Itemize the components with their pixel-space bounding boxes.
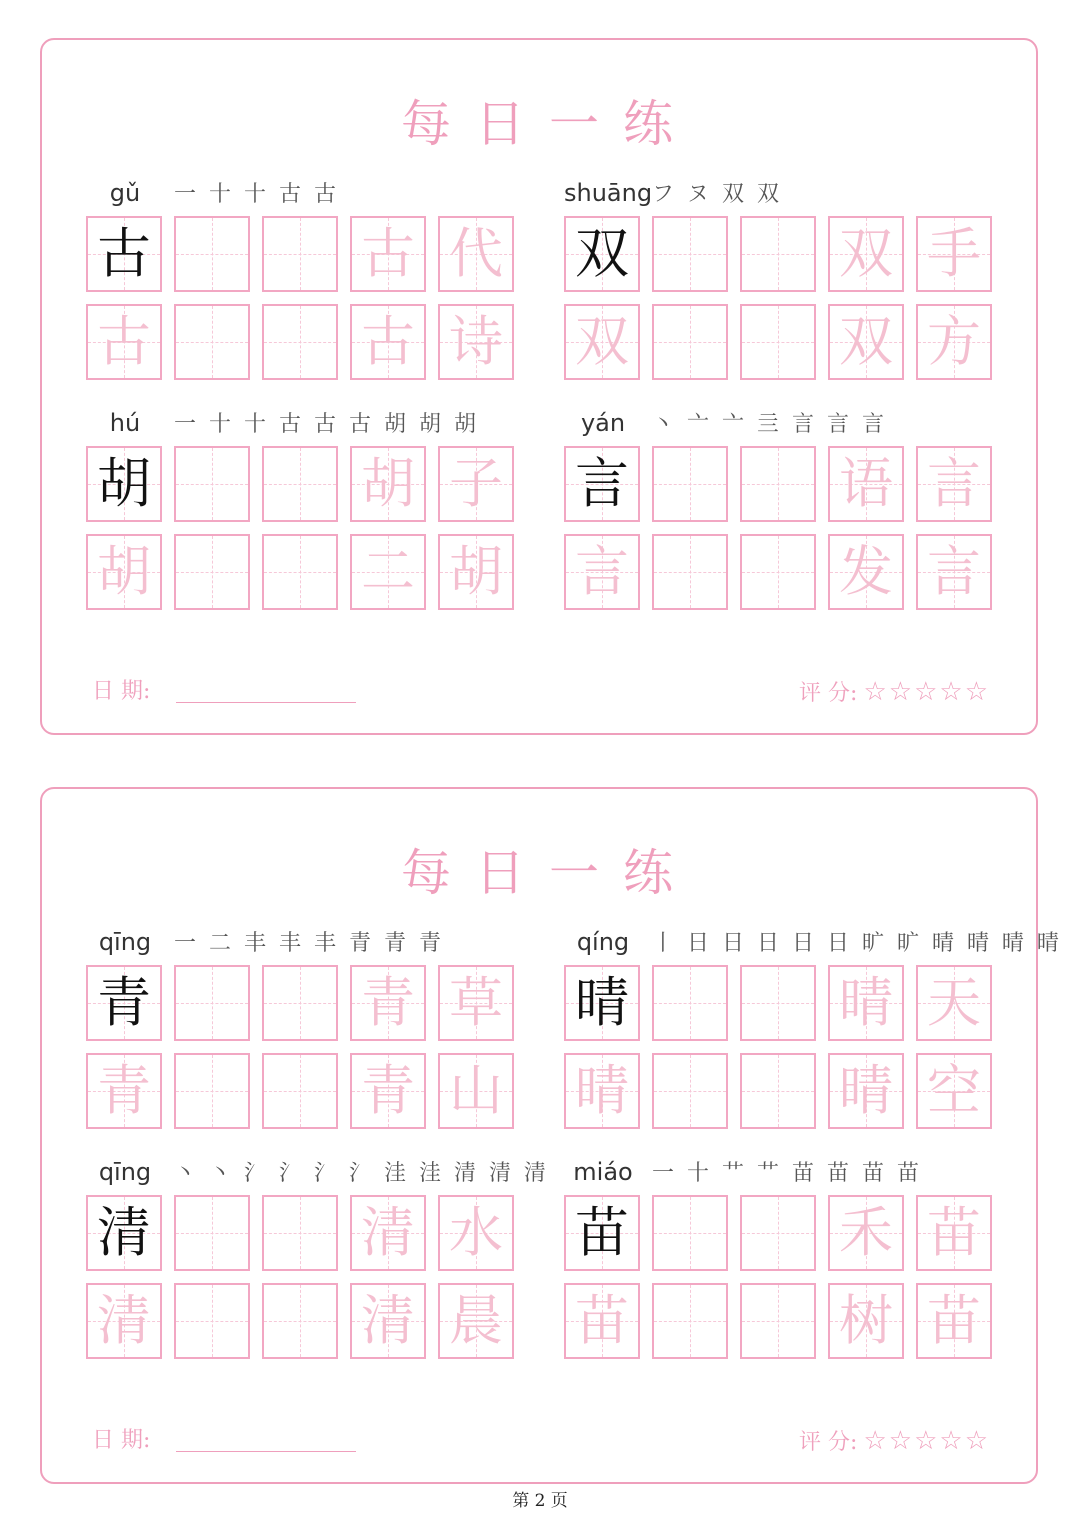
model-character: 古	[97, 222, 151, 285]
trace-character: 双	[839, 222, 893, 285]
tian-grid-cell[interactable]	[174, 1053, 250, 1129]
pinyin-label: qīng	[98, 928, 152, 956]
tian-grid-cell[interactable]	[438, 1283, 514, 1359]
trace-character: 青	[97, 1059, 151, 1122]
pinyin-label: yán	[580, 409, 626, 437]
tian-grid-cell[interactable]	[262, 1195, 338, 1271]
tian-grid-cell[interactable]	[828, 534, 904, 610]
tian-grid-cell[interactable]	[174, 446, 250, 522]
tian-grid-cell[interactable]	[828, 965, 904, 1041]
tian-grid-cell[interactable]	[828, 1195, 904, 1271]
tian-grid-cell[interactable]	[174, 534, 250, 610]
character-entry	[564, 925, 1062, 1135]
tian-grid-cell[interactable]	[350, 534, 426, 610]
tian-grid-cell[interactable]	[740, 534, 816, 610]
tian-grid-cell[interactable]	[828, 216, 904, 292]
practice-sheet-1	[40, 38, 1038, 735]
trace-character: 方	[927, 310, 981, 373]
tian-grid-cell[interactable]	[86, 304, 162, 380]
tian-grid-cell[interactable]	[262, 304, 338, 380]
trace-character: 言	[927, 452, 981, 515]
trace-character: 清	[97, 1289, 151, 1352]
tian-grid-cell[interactable]	[652, 216, 728, 292]
trace-character: 语	[839, 452, 893, 515]
tian-grid-cell[interactable]	[438, 446, 514, 522]
trace-character: 代	[449, 222, 503, 285]
trace-character: 发	[839, 540, 893, 603]
trace-character: 苗	[927, 1289, 981, 1352]
tian-grid-cell[interactable]	[916, 965, 992, 1041]
character-entry	[86, 925, 518, 1135]
trace-character: 双	[839, 310, 893, 373]
trace-character: 胡	[361, 452, 415, 515]
practice-sheet-2	[40, 787, 1062, 1484]
pinyin-label: miáo	[573, 1158, 633, 1186]
trace-character: 胡	[449, 540, 503, 603]
tian-grid-cell[interactable]	[564, 534, 640, 610]
trace-character: 青	[361, 971, 415, 1034]
tian-grid-cell[interactable]	[916, 304, 992, 380]
tian-grid-cell[interactable]	[564, 446, 640, 522]
tian-grid-cell[interactable]	[916, 534, 992, 610]
tian-grid-cell[interactable]	[438, 534, 514, 610]
tian-grid-cell[interactable]	[86, 1283, 162, 1359]
tian-grid-cell[interactable]	[828, 1283, 904, 1359]
trace-character: 古	[97, 310, 151, 373]
model-character: 双	[575, 222, 629, 285]
model-character: 胡	[97, 452, 151, 515]
trace-character: 子	[449, 452, 503, 515]
model-character: 言	[575, 452, 629, 515]
tian-grid-cell[interactable]	[174, 1195, 250, 1271]
tian-grid-cell[interactable]	[350, 216, 426, 292]
stroke-order: 丶 丶 氵 氵 氵 氵 洼 洼 清 清 清	[174, 1161, 549, 1186]
tian-grid-cell[interactable]	[740, 1053, 816, 1129]
date-label: 日 期:	[92, 679, 151, 704]
tian-grid-cell[interactable]	[652, 1283, 728, 1359]
trace-character: 山	[449, 1059, 503, 1122]
tian-grid-cell[interactable]	[828, 1053, 904, 1129]
tian-grid-cell[interactable]	[564, 1195, 640, 1271]
model-character: 晴	[575, 971, 629, 1034]
tian-grid-cell[interactable]	[564, 1053, 640, 1129]
tian-grid-cell[interactable]	[86, 534, 162, 610]
trace-character: 天	[927, 971, 981, 1034]
trace-character: 双	[575, 310, 629, 373]
trace-character: 言	[575, 540, 629, 603]
tian-grid-cell[interactable]	[652, 1195, 728, 1271]
tian-grid-cell[interactable]	[262, 1053, 338, 1129]
character-entry	[86, 406, 518, 616]
tian-grid-cell[interactable]	[86, 965, 162, 1041]
score-area	[799, 1425, 990, 1456]
trace-character: 晨	[449, 1289, 503, 1352]
trace-character: 二	[361, 540, 415, 603]
stroke-order: 丨 日 日 日 日 日 旷 旷 晴 晴 晴 晴	[652, 931, 1062, 956]
tian-grid-cell[interactable]	[350, 1195, 426, 1271]
trace-character: 苗	[575, 1289, 629, 1352]
character-entry	[564, 406, 996, 616]
trace-character: 古	[361, 310, 415, 373]
tian-grid-cell[interactable]	[652, 446, 728, 522]
stroke-order: フ ヌ 双 双	[652, 182, 782, 207]
trace-character: 言	[927, 540, 981, 603]
date-input-line[interactable]	[176, 1451, 356, 1452]
page-number: 第 2 页	[512, 1491, 568, 1511]
trace-character: 晴	[839, 971, 893, 1034]
tian-grid-cell[interactable]	[262, 965, 338, 1041]
tian-grid-cell[interactable]	[740, 1283, 816, 1359]
stroke-order: 丶 亠 亠 亖 言 言 言	[652, 412, 887, 437]
trace-character: 空	[927, 1059, 981, 1122]
trace-character: 水	[449, 1201, 503, 1264]
tian-grid-cell[interactable]	[916, 216, 992, 292]
tian-grid-cell[interactable]	[740, 216, 816, 292]
tian-grid-cell[interactable]	[564, 965, 640, 1041]
tian-grid-cell[interactable]	[262, 446, 338, 522]
score-label: 评 分:	[799, 681, 858, 706]
tian-grid-cell[interactable]	[86, 446, 162, 522]
tian-grid-cell[interactable]	[174, 1283, 250, 1359]
date-label: 日 期:	[92, 1428, 151, 1453]
trace-character: 晴	[575, 1059, 629, 1122]
trace-character: 古	[361, 222, 415, 285]
character-entry	[564, 176, 996, 386]
model-character: 苗	[575, 1201, 629, 1264]
tian-grid-cell[interactable]	[262, 216, 338, 292]
tian-grid-cell[interactable]	[86, 1195, 162, 1271]
pinyin-label: hú	[109, 409, 141, 437]
tian-grid-cell[interactable]	[86, 1053, 162, 1129]
model-character: 青	[97, 971, 151, 1034]
trace-character: 苗	[927, 1201, 981, 1264]
trace-character: 清	[361, 1201, 415, 1264]
tian-grid-cell[interactable]	[174, 216, 250, 292]
tian-grid-cell[interactable]	[350, 446, 426, 522]
trace-character: 胡	[97, 540, 151, 603]
tian-grid-cell[interactable]	[350, 965, 426, 1041]
tian-grid-cell[interactable]	[740, 446, 816, 522]
stroke-order: 一 十 十 古 古 古 胡 胡 胡	[174, 412, 479, 437]
stroke-order: 一 十 十 古 古	[174, 182, 339, 207]
tian-grid-cell[interactable]	[174, 304, 250, 380]
sheet-title: 每 日 一 练	[401, 844, 677, 902]
trace-character: 草	[449, 971, 503, 1034]
tian-grid-cell[interactable]	[438, 216, 514, 292]
tian-grid-cell[interactable]	[438, 965, 514, 1041]
tian-grid-cell[interactable]	[350, 1053, 426, 1129]
trace-character: 手	[927, 222, 981, 285]
tian-grid-cell[interactable]	[916, 1283, 992, 1359]
character-entry	[86, 1155, 549, 1365]
tian-grid-cell[interactable]	[564, 1283, 640, 1359]
star-rating[interactable]: ☆☆☆☆☆	[863, 677, 990, 707]
tian-grid-cell[interactable]	[652, 965, 728, 1041]
date-input-line[interactable]	[176, 702, 356, 703]
character-entry	[564, 1155, 996, 1365]
tian-grid-cell[interactable]	[438, 1195, 514, 1271]
pinyin-label: qīng	[98, 1158, 152, 1186]
tian-grid-cell[interactable]	[564, 216, 640, 292]
tian-grid-cell[interactable]	[916, 446, 992, 522]
tian-grid-cell[interactable]	[916, 1195, 992, 1271]
trace-character: 禾	[839, 1201, 893, 1264]
stroke-order: 一 十 艹 艹 苗 苗 苗 苗	[652, 1161, 922, 1186]
tian-grid-cell[interactable]	[828, 304, 904, 380]
tian-grid-cell[interactable]	[828, 446, 904, 522]
trace-character: 清	[361, 1289, 415, 1352]
character-entry	[86, 176, 518, 386]
tian-grid-cell[interactable]	[438, 304, 514, 380]
tian-grid-cell[interactable]	[740, 1195, 816, 1271]
pinyin-label: shuāng	[564, 179, 653, 207]
tian-grid-cell[interactable]	[564, 304, 640, 380]
score-label: 评 分:	[799, 1430, 858, 1455]
star-rating[interactable]: ☆☆☆☆☆	[863, 1426, 990, 1456]
tian-grid-cell[interactable]	[438, 1053, 514, 1129]
trace-character: 诗	[449, 310, 503, 373]
tian-grid-cell[interactable]	[86, 216, 162, 292]
stroke-order: 一 二 丰 丰 丰 青 青 青	[174, 931, 444, 956]
score-area	[799, 676, 990, 707]
tian-grid-cell[interactable]	[262, 1283, 338, 1359]
tian-grid-cell[interactable]	[916, 1053, 992, 1129]
pinyin-label: gǔ	[109, 179, 141, 207]
model-character: 清	[97, 1201, 151, 1264]
sheet-title: 每 日 一 练	[401, 95, 677, 153]
tian-grid-cell[interactable]	[652, 1053, 728, 1129]
tian-grid-cell[interactable]	[652, 304, 728, 380]
trace-character: 晴	[839, 1059, 893, 1122]
trace-character: 树	[839, 1289, 893, 1352]
tian-grid-cell[interactable]	[740, 304, 816, 380]
tian-grid-cell[interactable]	[174, 965, 250, 1041]
tian-grid-cell[interactable]	[652, 534, 728, 610]
tian-grid-cell[interactable]	[262, 534, 338, 610]
tian-grid-cell[interactable]	[740, 965, 816, 1041]
tian-grid-cell[interactable]	[350, 1283, 426, 1359]
tian-grid-cell[interactable]	[350, 304, 426, 380]
trace-character: 青	[361, 1059, 415, 1122]
pinyin-label: qíng	[576, 928, 630, 956]
